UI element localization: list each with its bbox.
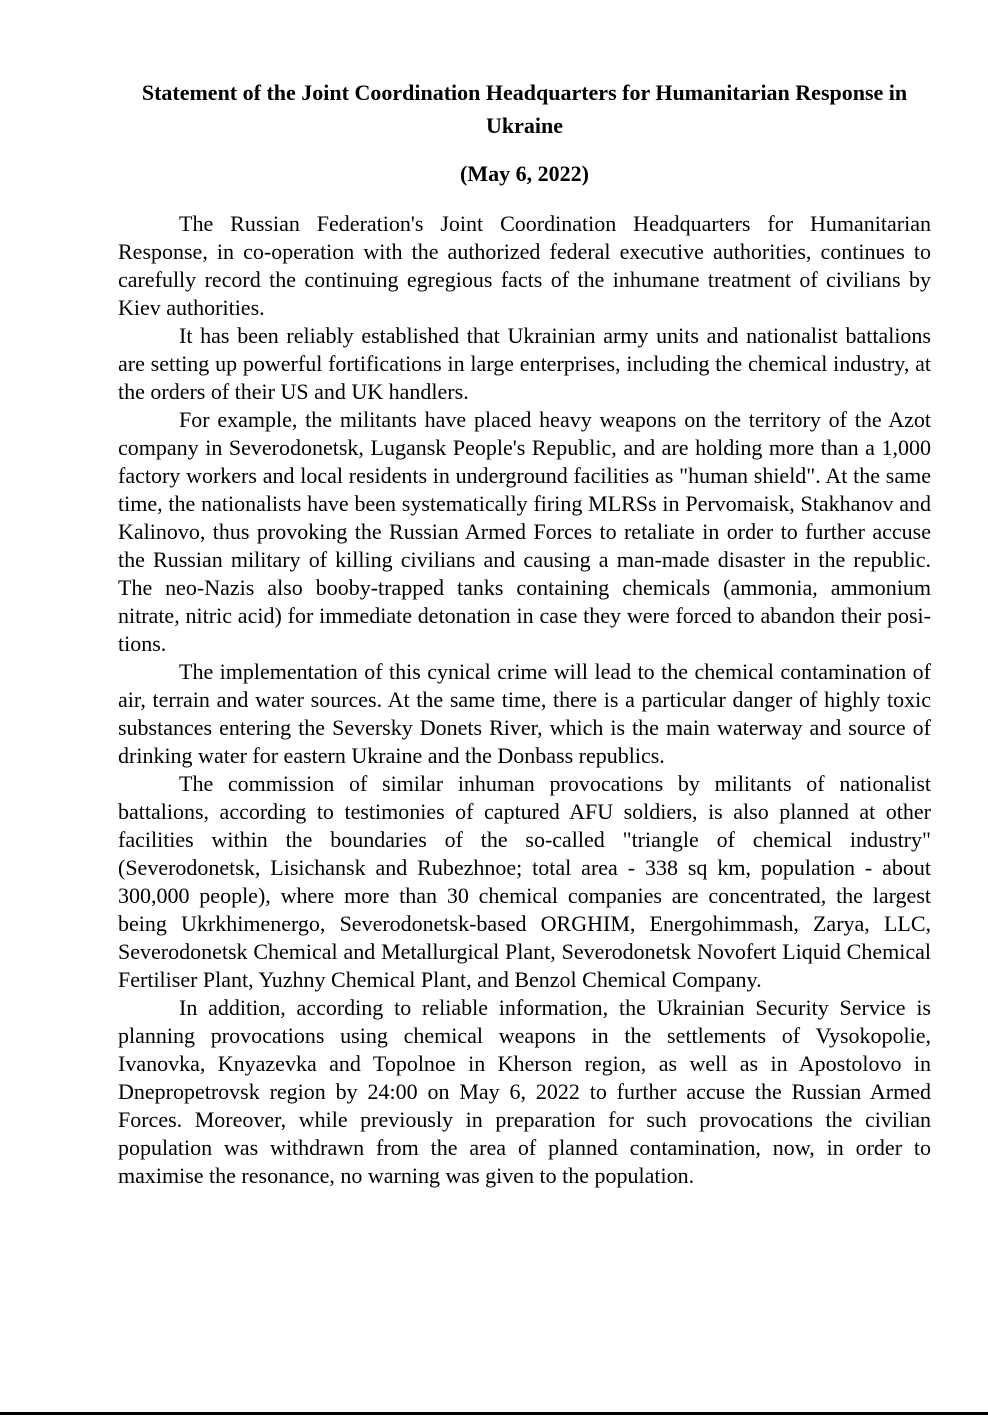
paragraph-2: It has been reliably established that Ukrainian army units and nationalist battalions are setting up powerful fortifications in large enterprises, including the chemical industry, at the orders of their US and UK handlers. bbox=[118, 323, 931, 404]
bottom-edge-rule bbox=[0, 1412, 988, 1415]
document-body bbox=[118, 210, 931, 1190]
paragraph-5: The commission of similar inhuman provocations by militants of nationalist battalions, according to testimonies of captured AFU soldiers, is also planned at other facilities within the boundaries of the so-called "triangle of chemical industry" (Severodonetsk, Lisichansk and Rubezhnoe; total area - 338 sq km, population - about 300,000 people), where more than 30 chemical companies are concentrated, the largest being Ukrkhimenergo, Severodonetsk-based ORGHIM, Energohimmash, Zarya, LLC, Severodonetsk Chemical and Metallurgical Plant, Severodonetsk Novofert Liquid Chemical Fertiliser Plant, Yuzhny Chemical Plant, and Benzol Chemical Company. bbox=[118, 771, 931, 992]
document-date: (May 6, 2022) bbox=[460, 161, 589, 186]
paragraph-1: The Russian Federation's Joint Coordination Headquarters for Humanitarian Response, in co-operation with the authorized federal executive authorities, continues to carefully record the continuing egregious facts of the inhumane treatment of civilians by Kiev authorities. bbox=[118, 211, 931, 320]
paragraph-6: In addition, according to reliable information, the Ukrainian Security Service is planning provocations using chemical weapons in the settlements of Vysokopolie, Ivanovka, Knyazevka and Topolnoe in Kherson region, as well as in Apostolovo in Dnepropetrovsk region by 24:00 on May 6, 2022 to further accuse the Russian Armed Forces. Moreover, while previously in preparation for such provocations the civilian population was withdrawn from the area of planned contamination, now, in order to maximise the resonance, no warning was given to the population. bbox=[118, 995, 931, 1188]
document-title: Statement of the Joint Coordination Headquarters for Humanitarian Response in Ukraine bbox=[141, 80, 908, 138]
paragraph-3: For example, the militants have placed heavy weapons on the territory of the Azot company in Severodonetsk, Lugansk People's Republic, and are holding more than a 1,000 factory workers and local residents in underground facilities as "human shield". At the same time, the nationalists have been systematically firing MLRSs in Pervomaisk, Stakhanov and Kalinovo, thus provoking the Russian Armed Forces to retaliate in order to further accuse the Russian military of killing civilians and causing a man-made disaster in the republic. The neo-Nazis also booby-trapped tanks containing chemicals (ammonia, ammonium nitrate, nitric acid) for immediate detonation in case they were forced to abandon their positions. bbox=[118, 407, 931, 656]
paragraph-4: The implementation of this cynical crime will lead to the chemical contamination of air, terrain and water sources. At the same time, there is a particular danger of highly toxic substances entering the Seversky Donets River, which is the main waterway and source of drinking water for eastern Ukraine and the Donbass republics. bbox=[118, 659, 931, 768]
